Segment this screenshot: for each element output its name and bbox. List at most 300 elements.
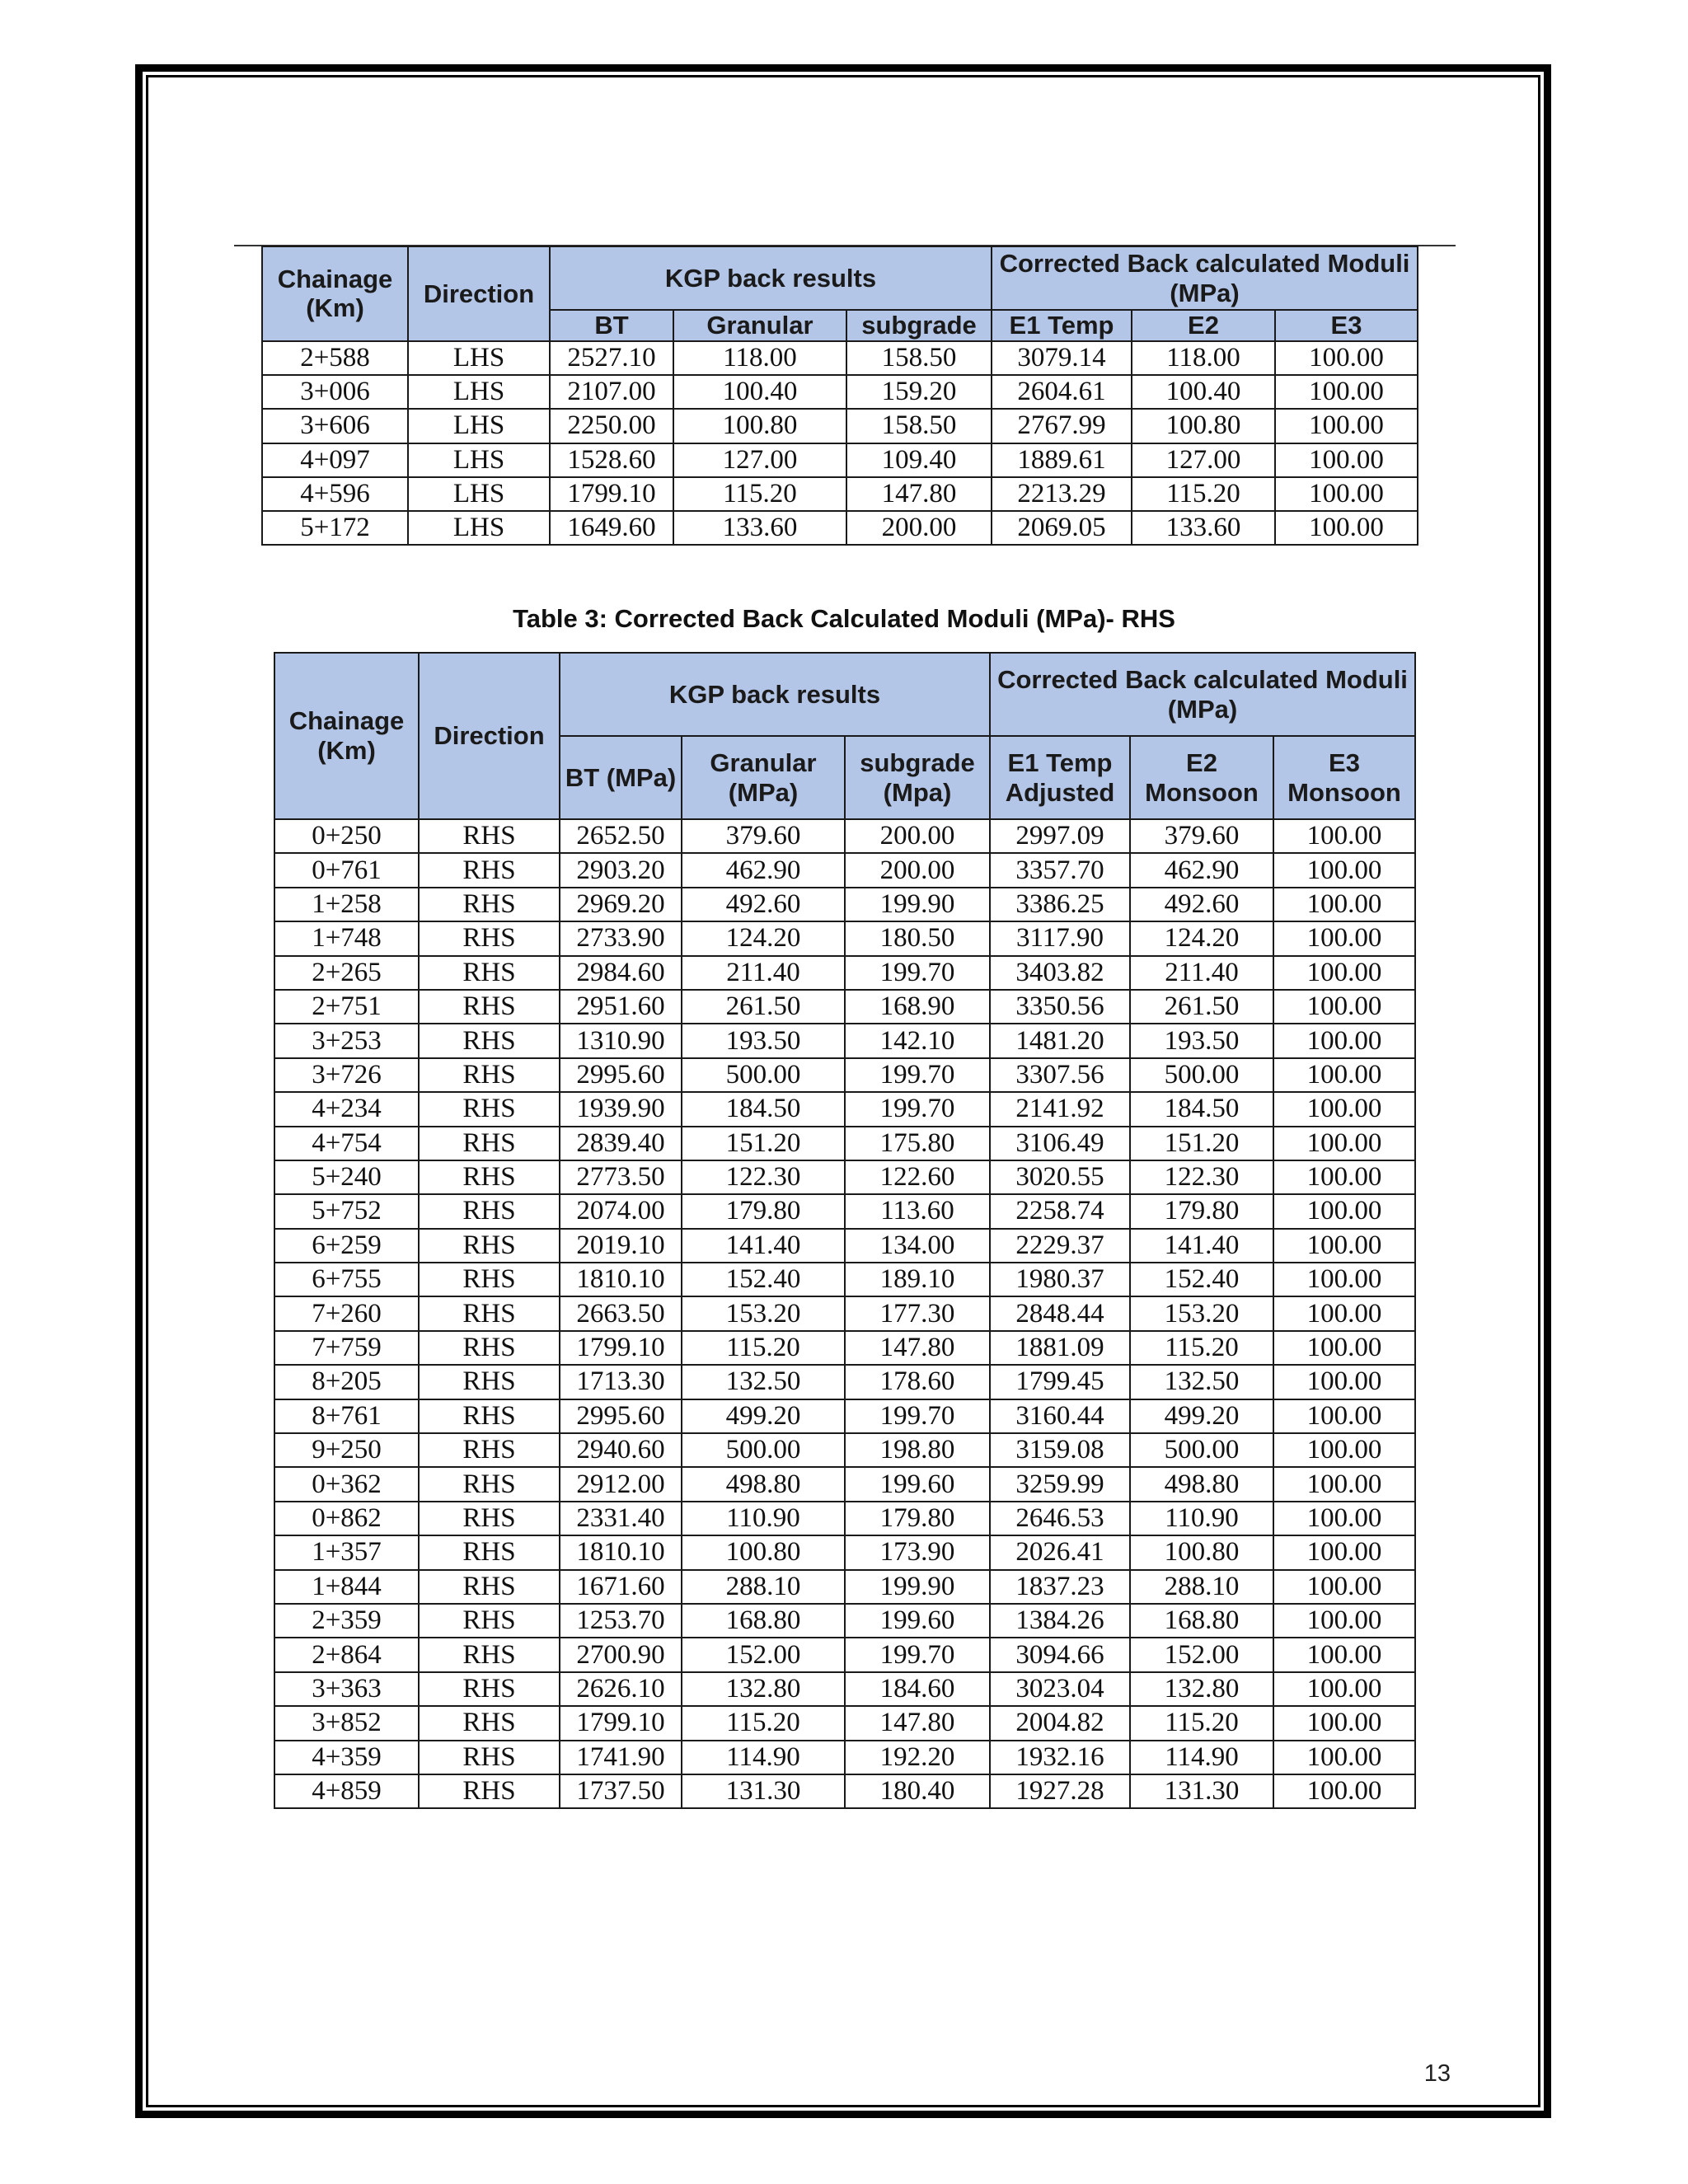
table-cell: 1799.10 [560, 1706, 682, 1740]
table-row [274, 1127, 1415, 1160]
table-cell: 2069.05 [992, 511, 1132, 545]
table-cell: 462.90 [1130, 853, 1273, 887]
table-cell: 100.00 [1275, 477, 1418, 511]
table-row [274, 1638, 1415, 1671]
table-cell: 158.50 [846, 341, 992, 375]
table-cell: 192.20 [845, 1741, 990, 1774]
table-row [262, 341, 1418, 375]
table-cell: 5+752 [274, 1194, 419, 1228]
table-cell: 115.20 [682, 1706, 845, 1740]
table-cell: 2331.40 [560, 1502, 682, 1535]
table-cell: 7+260 [274, 1296, 419, 1330]
table-cell: 122.60 [845, 1160, 990, 1194]
header-kgp-back-results: KGP back results [550, 246, 992, 310]
table-cell: 2213.29 [992, 477, 1132, 511]
table-cell: 1528.60 [550, 443, 673, 477]
table-cell: 100.00 [1275, 443, 1418, 477]
header-bt: BT [550, 310, 673, 341]
table-cell: 100.40 [1132, 375, 1275, 409]
table-cell: 100.00 [1275, 511, 1418, 545]
table-cell: 0+250 [274, 819, 419, 853]
table-cell: 0+862 [274, 1502, 419, 1535]
table-cell: 132.50 [1130, 1365, 1273, 1399]
table-cell: 133.60 [1132, 511, 1275, 545]
table-cell: 499.20 [1130, 1399, 1273, 1433]
table-cell: 3+606 [262, 409, 408, 443]
table-cell: 4+754 [274, 1127, 419, 1160]
table-cell: 3106.49 [990, 1127, 1130, 1160]
table-cell: 100.00 [1273, 1774, 1415, 1808]
table-cell: 2141.92 [990, 1092, 1130, 1126]
table-row [262, 375, 1418, 409]
table-cell: 2626.10 [560, 1672, 682, 1706]
table-cell: 2+751 [274, 990, 419, 1024]
table-cell: 3020.55 [990, 1160, 1130, 1194]
table-cell: 199.70 [845, 956, 990, 990]
table-cell: 100.00 [1273, 1433, 1415, 1467]
header-subgrade: subgrade [846, 310, 992, 341]
table-cell: 2004.82 [990, 1706, 1130, 1740]
table-cell: 100.00 [1273, 1604, 1415, 1638]
table-cell: 2074.00 [560, 1194, 682, 1228]
table-cell: 100.00 [1273, 1127, 1415, 1160]
table-row [274, 990, 1415, 1024]
table-cell: 109.40 [846, 443, 992, 477]
table-cell: 175.80 [845, 1127, 990, 1160]
table-cell: 2527.10 [550, 341, 673, 375]
table-cell: 100.00 [1273, 1741, 1415, 1774]
table-cell: 152.40 [1130, 1263, 1273, 1296]
table-cell: 100.00 [1273, 1502, 1415, 1535]
table-cell: 200.00 [845, 819, 990, 853]
table-cell: RHS [419, 853, 560, 887]
table-row [274, 1672, 1415, 1706]
table-cell: 379.60 [1130, 819, 1273, 853]
table-cell: 2229.37 [990, 1229, 1130, 1263]
table-cell: 151.20 [1130, 1127, 1273, 1160]
table-cell: RHS [419, 888, 560, 921]
table-cell: 199.70 [845, 1399, 990, 1433]
table-cell: 100.00 [1273, 1024, 1415, 1057]
table-cell: 3350.56 [990, 990, 1130, 1024]
header-chainage: Chainage (Km) [274, 653, 419, 819]
header-corrected-moduli: Corrected Back calculated Moduli (MPa) [990, 653, 1415, 736]
table-cell: 8+205 [274, 1365, 419, 1399]
table-cell: 2995.60 [560, 1399, 682, 1433]
table-cell: 1927.28 [990, 1774, 1130, 1808]
table-row [274, 1570, 1415, 1604]
table-row [274, 1024, 1415, 1057]
table-cell: 2773.50 [560, 1160, 682, 1194]
table-cell: 147.80 [846, 477, 992, 511]
table-cell: 147.80 [845, 1331, 990, 1365]
table-row [274, 1399, 1415, 1433]
table-cell: RHS [419, 1672, 560, 1706]
table-caption: Table 3: Corrected Back Calculated Moduli (MPa)- RHS [513, 604, 1175, 633]
table-cell: 4+359 [274, 1741, 419, 1774]
table-cell: 2258.74 [990, 1194, 1130, 1228]
table-cell: LHS [408, 409, 550, 443]
table-cell: 3094.66 [990, 1638, 1130, 1671]
table-cell: RHS [419, 819, 560, 853]
table-cell: 173.90 [845, 1535, 990, 1569]
table-cell: 193.50 [682, 1024, 845, 1057]
table-cell: 152.40 [682, 1263, 845, 1296]
table-row [274, 1604, 1415, 1638]
table-cell: 168.80 [1130, 1604, 1273, 1638]
table-cell: 7+759 [274, 1331, 419, 1365]
table-cell: 1737.50 [560, 1774, 682, 1808]
table-cell: 3117.90 [990, 921, 1130, 955]
table-cell: 152.00 [682, 1638, 845, 1671]
table-cell: 131.30 [1130, 1774, 1273, 1808]
table-cell: 288.10 [682, 1570, 845, 1604]
table-cell: 1671.60 [560, 1570, 682, 1604]
table-cell: 2+588 [262, 341, 408, 375]
table-cell: 6+259 [274, 1229, 419, 1263]
table-cell: 200.00 [845, 853, 990, 887]
table-cell: 168.80 [682, 1604, 845, 1638]
table-cell: 2997.09 [990, 819, 1130, 853]
table-cell: 122.30 [1130, 1160, 1273, 1194]
table-row [274, 956, 1415, 990]
table-cell: RHS [419, 1467, 560, 1501]
table-row [274, 1365, 1415, 1399]
table-cell: 1481.20 [990, 1024, 1130, 1057]
table-cell: 3+253 [274, 1024, 419, 1057]
table-cell: 100.00 [1273, 1570, 1415, 1604]
table-cell: 153.20 [682, 1296, 845, 1330]
table-cell: 124.20 [682, 921, 845, 955]
table-cell: 5+240 [274, 1160, 419, 1194]
table-cell: 115.20 [1130, 1331, 1273, 1365]
table-cell: 1810.10 [560, 1263, 682, 1296]
table-cell: 199.60 [845, 1604, 990, 1638]
header-e2: E2 [1132, 310, 1275, 341]
table-row [274, 1467, 1415, 1501]
table-cell: 100.00 [1273, 1706, 1415, 1740]
table-cell: 2663.50 [560, 1296, 682, 1330]
table-cell: 1649.60 [550, 511, 673, 545]
table-cell: 100.00 [1273, 1331, 1415, 1365]
table-cell: 1799.10 [560, 1331, 682, 1365]
table-cell: 261.50 [1130, 990, 1273, 1024]
table-cell: 1+844 [274, 1570, 419, 1604]
table-cell: 199.70 [845, 1638, 990, 1671]
table-cell: 199.60 [845, 1467, 990, 1501]
header-chainage: Chainage (Km) [262, 246, 408, 341]
table-cell: 3307.56 [990, 1058, 1130, 1092]
table-row [274, 1331, 1415, 1365]
table-cell: 2940.60 [560, 1433, 682, 1467]
table-cell: 2733.90 [560, 921, 682, 955]
table-cell: LHS [408, 477, 550, 511]
table-cell: 100.40 [673, 375, 846, 409]
table-cell: 100.80 [673, 409, 846, 443]
table-cell: 141.40 [682, 1229, 845, 1263]
table-cell: 3259.99 [990, 1467, 1130, 1501]
table-cell: RHS [419, 1604, 560, 1638]
table-cell: 113.60 [845, 1194, 990, 1228]
table-row [274, 1502, 1415, 1535]
table-cell: RHS [419, 1058, 560, 1092]
table-cell: 492.60 [682, 888, 845, 921]
table-cell: RHS [419, 1092, 560, 1126]
table-cell: 115.20 [1130, 1706, 1273, 1740]
table-cell: RHS [419, 1570, 560, 1604]
table-cell: RHS [419, 990, 560, 1024]
table-cell: 100.00 [1273, 1296, 1415, 1330]
table-cell: 492.60 [1130, 888, 1273, 921]
header-e1: E1 Temp [992, 310, 1132, 341]
table-cell: 1810.10 [560, 1535, 682, 1569]
table-cell: 3+006 [262, 375, 408, 409]
table-cell: 500.00 [682, 1433, 845, 1467]
table-row [274, 1229, 1415, 1263]
table-cell: 100.00 [1273, 1365, 1415, 1399]
table-cell: 3386.25 [990, 888, 1130, 921]
table-cell: 2951.60 [560, 990, 682, 1024]
table-row [274, 1263, 1415, 1296]
table-cell: 2848.44 [990, 1296, 1130, 1330]
table-cell: 1+258 [274, 888, 419, 921]
header-granular: Granular [673, 310, 846, 341]
table-cell: 198.80 [845, 1433, 990, 1467]
table-cell: 3+363 [274, 1672, 419, 1706]
rhs-table-body [274, 819, 1415, 1808]
table-cell: 498.80 [1130, 1467, 1273, 1501]
table-cell: 2839.40 [560, 1127, 682, 1160]
table-cell: 100.80 [682, 1535, 845, 1569]
table-cell: 100.00 [1273, 853, 1415, 887]
table-cell: 115.20 [1132, 477, 1275, 511]
table-cell: RHS [419, 921, 560, 955]
table-row [274, 819, 1415, 853]
table-row [274, 1535, 1415, 1569]
header-direction: Direction [419, 653, 560, 819]
table-cell: 498.80 [682, 1467, 845, 1501]
table-cell: 141.40 [1130, 1229, 1273, 1263]
table-cell: 200.00 [846, 511, 992, 545]
table-cell: 179.80 [682, 1194, 845, 1228]
table-cell: 4+234 [274, 1092, 419, 1126]
lhs-table-body [262, 341, 1418, 546]
table-cell: 100.00 [1273, 819, 1415, 853]
table-cell: RHS [419, 1502, 560, 1535]
table-row [274, 1092, 1415, 1126]
header-e2: E2 Monsoon [1130, 736, 1273, 819]
table-cell: 261.50 [682, 990, 845, 1024]
table-cell: 199.70 [845, 1058, 990, 1092]
table-cell: 1939.90 [560, 1092, 682, 1126]
table-cell: 3023.04 [990, 1672, 1130, 1706]
table-cell: 100.00 [1273, 956, 1415, 990]
table-cell: 0+761 [274, 853, 419, 887]
table-row [274, 1058, 1415, 1092]
table-cell: 193.50 [1130, 1024, 1273, 1057]
table-cell: 115.20 [673, 477, 846, 511]
table-cell: 100.00 [1273, 1058, 1415, 1092]
table-cell: 2+359 [274, 1604, 419, 1638]
table-cell: 100.00 [1275, 375, 1418, 409]
table-cell: LHS [408, 341, 550, 375]
table-cell: RHS [419, 1229, 560, 1263]
table-cell: RHS [419, 1774, 560, 1808]
table-cell: RHS [419, 1638, 560, 1671]
table-cell: 153.20 [1130, 1296, 1273, 1330]
table-cell: 2+265 [274, 956, 419, 990]
table-cell: 177.30 [845, 1296, 990, 1330]
table-cell: 1932.16 [990, 1741, 1130, 1774]
table-cell: LHS [408, 375, 550, 409]
table-cell: RHS [419, 1365, 560, 1399]
table-cell: RHS [419, 1399, 560, 1433]
table-cell: 4+596 [262, 477, 408, 511]
table-cell: LHS [408, 443, 550, 477]
table-cell: 114.90 [682, 1741, 845, 1774]
table-cell: 500.00 [1130, 1058, 1273, 1092]
table-cell: 132.50 [682, 1365, 845, 1399]
table-cell: RHS [419, 1433, 560, 1467]
table-cell: 1310.90 [560, 1024, 682, 1057]
header-bt: BT (MPa) [560, 736, 682, 819]
table-cell: 499.20 [682, 1399, 845, 1433]
table-cell: 134.00 [845, 1229, 990, 1263]
table-cell: 211.40 [1130, 956, 1273, 990]
table-cell: 1837.23 [990, 1570, 1130, 1604]
header-granular: Granular (MPa) [682, 736, 845, 819]
table-cell: 100.00 [1273, 1092, 1415, 1126]
table-cell: 211.40 [682, 956, 845, 990]
table-cell: 100.00 [1273, 1229, 1415, 1263]
table-cell: 184.50 [1130, 1092, 1273, 1126]
table-cell: 184.50 [682, 1092, 845, 1126]
table-cell: 3159.08 [990, 1433, 1130, 1467]
table-cell: RHS [419, 1127, 560, 1160]
table-cell: 2984.60 [560, 956, 682, 990]
table-row [262, 477, 1418, 511]
table-cell: 1+748 [274, 921, 419, 955]
table-cell: 2107.00 [550, 375, 673, 409]
table-cell: 379.60 [682, 819, 845, 853]
table-cell: 3079.14 [992, 341, 1132, 375]
table-cell: RHS [419, 1331, 560, 1365]
table-cell: 127.00 [1132, 443, 1275, 477]
table-cell: 2912.00 [560, 1467, 682, 1501]
table-cell: 1384.26 [990, 1604, 1130, 1638]
table-cell: 115.20 [682, 1331, 845, 1365]
table-cell: 2903.20 [560, 853, 682, 887]
table-cell: 2604.61 [992, 375, 1132, 409]
table-cell: 1889.61 [992, 443, 1132, 477]
table-cell: 1+357 [274, 1535, 419, 1569]
table-cell: 2026.41 [990, 1535, 1130, 1569]
header-e3: E3 [1275, 310, 1418, 341]
table-cell: 110.90 [682, 1502, 845, 1535]
table-cell: 199.70 [845, 1092, 990, 1126]
table-cell: RHS [419, 1263, 560, 1296]
table-cell: 100.00 [1273, 1399, 1415, 1433]
table-cell: 199.90 [845, 1570, 990, 1604]
table-cell: 180.50 [845, 921, 990, 955]
table-cell: 110.90 [1130, 1502, 1273, 1535]
table-cell: 124.20 [1130, 921, 1273, 955]
table-cell: 180.40 [845, 1774, 990, 1808]
table-cell: 179.80 [1130, 1194, 1273, 1228]
table-cell: 2646.53 [990, 1502, 1130, 1535]
table-cell: 100.00 [1273, 1194, 1415, 1228]
table-cell: 152.00 [1130, 1638, 1273, 1671]
table-cell: 158.50 [846, 409, 992, 443]
table-cell: 1799.10 [550, 477, 673, 511]
table-cell: 1799.45 [990, 1365, 1130, 1399]
table-cell: 2767.99 [992, 409, 1132, 443]
table-cell: 4+097 [262, 443, 408, 477]
rhs-moduli-table [274, 652, 1416, 1809]
table-cell: 2+864 [274, 1638, 419, 1671]
table-row [274, 921, 1415, 955]
table-cell: RHS [419, 1535, 560, 1569]
table-cell: 1713.30 [560, 1365, 682, 1399]
table-row [274, 1741, 1415, 1774]
table-cell: 100.00 [1275, 341, 1418, 375]
table-cell: 100.00 [1273, 1672, 1415, 1706]
table-cell: RHS [419, 1741, 560, 1774]
table-cell: 100.00 [1273, 921, 1415, 955]
table-cell: 151.20 [682, 1127, 845, 1160]
table-cell: 2250.00 [550, 409, 673, 443]
table-cell: 142.10 [845, 1024, 990, 1057]
header-e3: E3 Monsoon [1273, 736, 1415, 819]
table-cell: RHS [419, 1706, 560, 1740]
table-cell: LHS [408, 511, 550, 545]
table-cell: 100.00 [1273, 1160, 1415, 1194]
table-cell: 462.90 [682, 853, 845, 887]
table-cell: 147.80 [845, 1706, 990, 1740]
table-row [274, 1774, 1415, 1808]
table-cell: 100.00 [1273, 1535, 1415, 1569]
lhs-moduli-table [261, 246, 1418, 546]
table-cell: 2652.50 [560, 819, 682, 853]
table-cell: 132.80 [1130, 1672, 1273, 1706]
table-row [262, 443, 1418, 477]
table-cell: 122.30 [682, 1160, 845, 1194]
table-cell: 131.30 [682, 1774, 845, 1808]
table-cell: RHS [419, 1296, 560, 1330]
table-cell: 100.00 [1273, 990, 1415, 1024]
table-cell: 159.20 [846, 375, 992, 409]
table-cell: 3403.82 [990, 956, 1130, 990]
table-cell: 6+755 [274, 1263, 419, 1296]
table-cell: 1980.37 [990, 1263, 1130, 1296]
table-cell: 9+250 [274, 1433, 419, 1467]
table-cell: 179.80 [845, 1502, 990, 1535]
table-cell: RHS [419, 1024, 560, 1057]
table-cell: 3+852 [274, 1706, 419, 1740]
table-cell: RHS [419, 1194, 560, 1228]
table-cell: 2969.20 [560, 888, 682, 921]
table-cell: 500.00 [682, 1058, 845, 1092]
table-row [262, 409, 1418, 443]
table-cell: 100.00 [1275, 409, 1418, 443]
table-row [274, 1160, 1415, 1194]
table-cell: 1253.70 [560, 1604, 682, 1638]
table-cell: 132.80 [682, 1672, 845, 1706]
table-cell: 2700.90 [560, 1638, 682, 1671]
table-cell: 4+859 [274, 1774, 419, 1808]
header-e1: E1 Temp Adjusted [990, 736, 1130, 819]
table-cell: 100.00 [1273, 888, 1415, 921]
